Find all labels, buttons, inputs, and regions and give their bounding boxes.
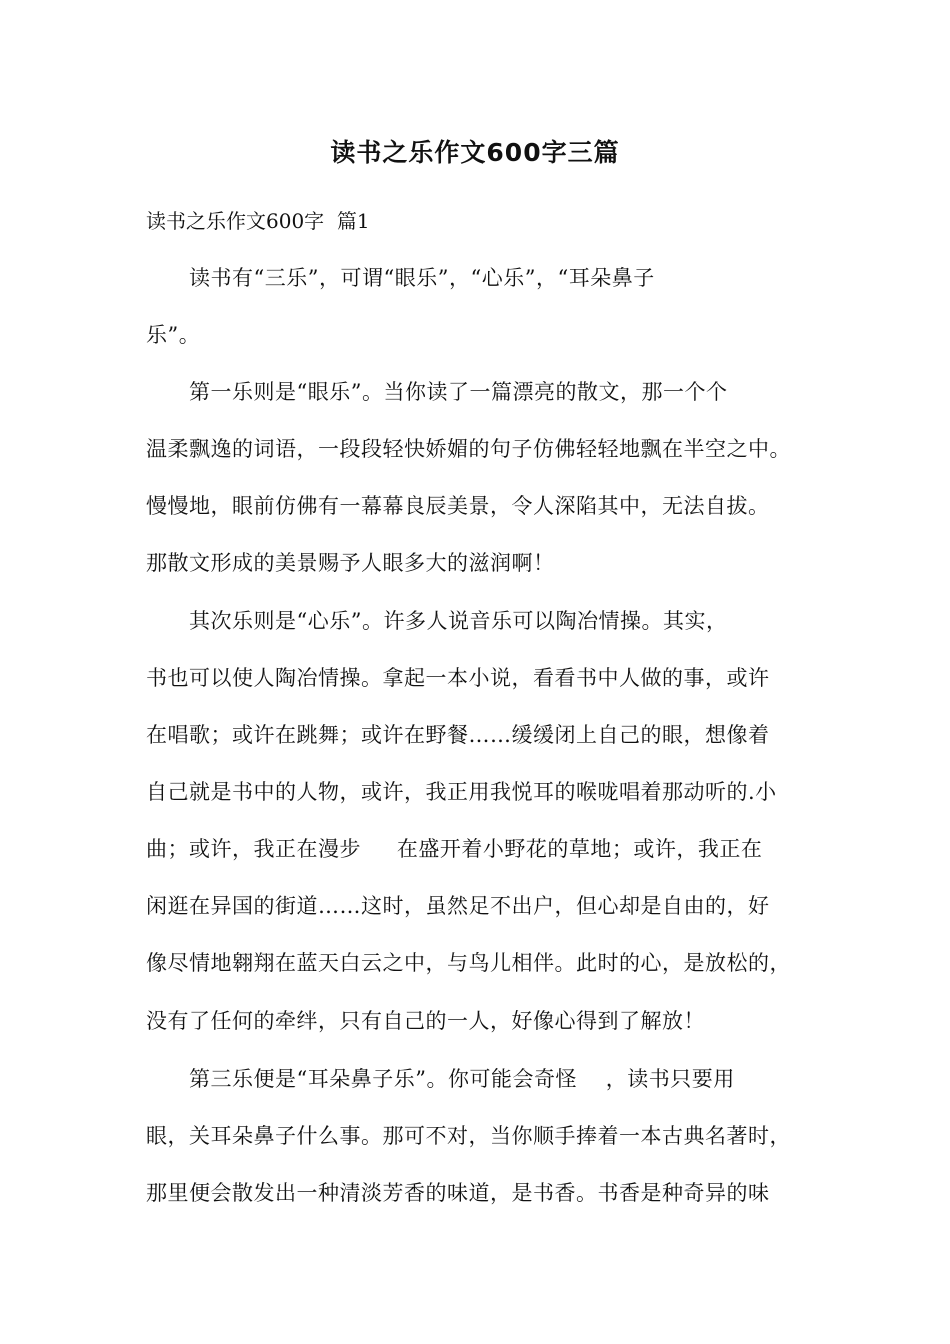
paragraph-line: 自己就是书中的人物，或许，我正用我悦耳的喉咙唱着那动听的.小 (146, 780, 777, 804)
paragraph-line: 没有了任何的牵绊，只有自己的一人，好像心得到了解放！ (146, 1009, 705, 1033)
section-heading: 读书之乐作文600字 篇1 (146, 209, 370, 233)
paragraph-line: 第三乐便是“耳朵鼻子乐”。你可能会奇怪 ，读书只要用 (146, 1067, 735, 1091)
paragraph-line: 眼，关耳朵鼻子什么事。那可不对，当你顺手捧着一本古典名著时， (146, 1124, 791, 1148)
paragraph-line: 温柔飘逸的词语，一段段轻快娇媚的句子仿佛轻轻地飘在半空之中。 (146, 437, 791, 461)
paragraph-line: 读书有“三乐”，可谓“眼乐”，“心乐”，“耳朵鼻子 (146, 266, 655, 290)
paragraph-line: 书也可以使人陶冶情操。拿起一本小说，看看书中人做的事，或许 (146, 666, 770, 690)
paragraph-line: 像尽情地翱翔在蓝天白云之中，与鸟儿相伴。此时的心，是放松的， (146, 951, 791, 975)
paragraph-line: 第一乐则是“眼乐”。当你读了一篇漂亮的散文，那一个个 (146, 380, 728, 404)
paragraph-line: 曲；或许，我正在漫步 在盛开着小野花的草地；或许，我正在 (146, 837, 763, 861)
paragraph-line: 闲逛在异国的街道……这时，虽然足不出户，但心却是自由的，好 (146, 894, 770, 918)
document-title: 读书之乐作文600字三篇 (330, 138, 620, 167)
paragraph-line: 在唱歌；或许在跳舞；或许在野餐……缓缓闭上自己的眼，想像着 (146, 723, 770, 747)
paragraph-line: 乐”。 (146, 323, 201, 347)
paragraph-line: 慢慢地，眼前仿佛有一幕幕良辰美景，令人深陷其中，无法自拔。 (146, 494, 770, 518)
paragraph-line: 那散文形成的美景赐予人眼多大的滋润啊！ (146, 551, 555, 575)
paragraph-line: 其次乐则是“心乐”。许多人说音乐可以陶冶情操。其实， (146, 609, 728, 633)
paragraph-line: 那里便会散发出一种清淡芳香的味道，是书香。书香是种奇异的味 (146, 1181, 770, 1205)
